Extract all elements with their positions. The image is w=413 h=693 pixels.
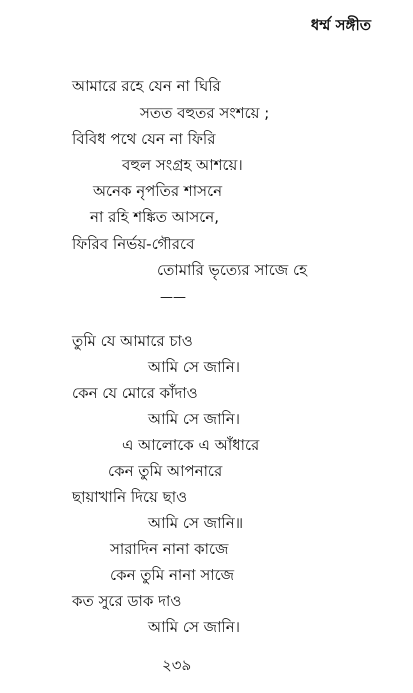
poem2-line-4: আমি সে জানি।: [148, 410, 241, 428]
page-number: ২৩৯: [162, 656, 192, 674]
poem1-line-6: না রহি শঙ্কিত আসনে,: [90, 208, 219, 226]
poem2-line-9: সারাদিন নানা কাজে: [110, 540, 229, 558]
poem1-line-1: আমারে রহে যেন না ঘিরি: [72, 77, 221, 95]
poem2-line-12: আমি সে জানি।: [148, 618, 241, 636]
poem1-line-2: সতত বহুতর সংশয়ে ;: [140, 104, 270, 122]
poem2-line-5: এ আলোকে এ আঁধারে: [122, 436, 260, 454]
section-separator: ——: [160, 290, 186, 305]
page-header-title: ধর্ম্ম সঙ্গীত: [310, 16, 371, 34]
poem1-line-4: বহুল সংগ্রহ আশয়ে।: [122, 156, 243, 174]
poem2-line-11: কত সুরে ডাক দাও: [72, 592, 182, 610]
poem1-line-8: তোমারি ভৃত্যের সাজে হে: [157, 261, 307, 279]
poem2-line-6: কেন তুমি আপনারে: [108, 462, 223, 480]
poem1-line-7: ফিরিব নির্ভয়-গৌরবে: [72, 235, 195, 253]
poem1-line-5: অনেক নৃপতির শাসনে: [93, 182, 223, 200]
poem2-line-1: তুমি যে আমারে চাও: [72, 332, 193, 350]
poem2-line-8: আমি সে জানি॥: [148, 514, 244, 532]
poem2-line-3: কেন যে মোরে কাঁদাও: [72, 384, 198, 402]
poem2-line-10: কেন তুমি নানা সাজে: [110, 566, 235, 584]
poem2-line-2: আমি সে জানি।: [148, 358, 241, 376]
poem2-line-7: ছায়াখানি দিয়ে ছাও: [72, 488, 188, 506]
poem1-line-3: বিবিধ পথে যেন না ফিরি: [72, 130, 216, 148]
